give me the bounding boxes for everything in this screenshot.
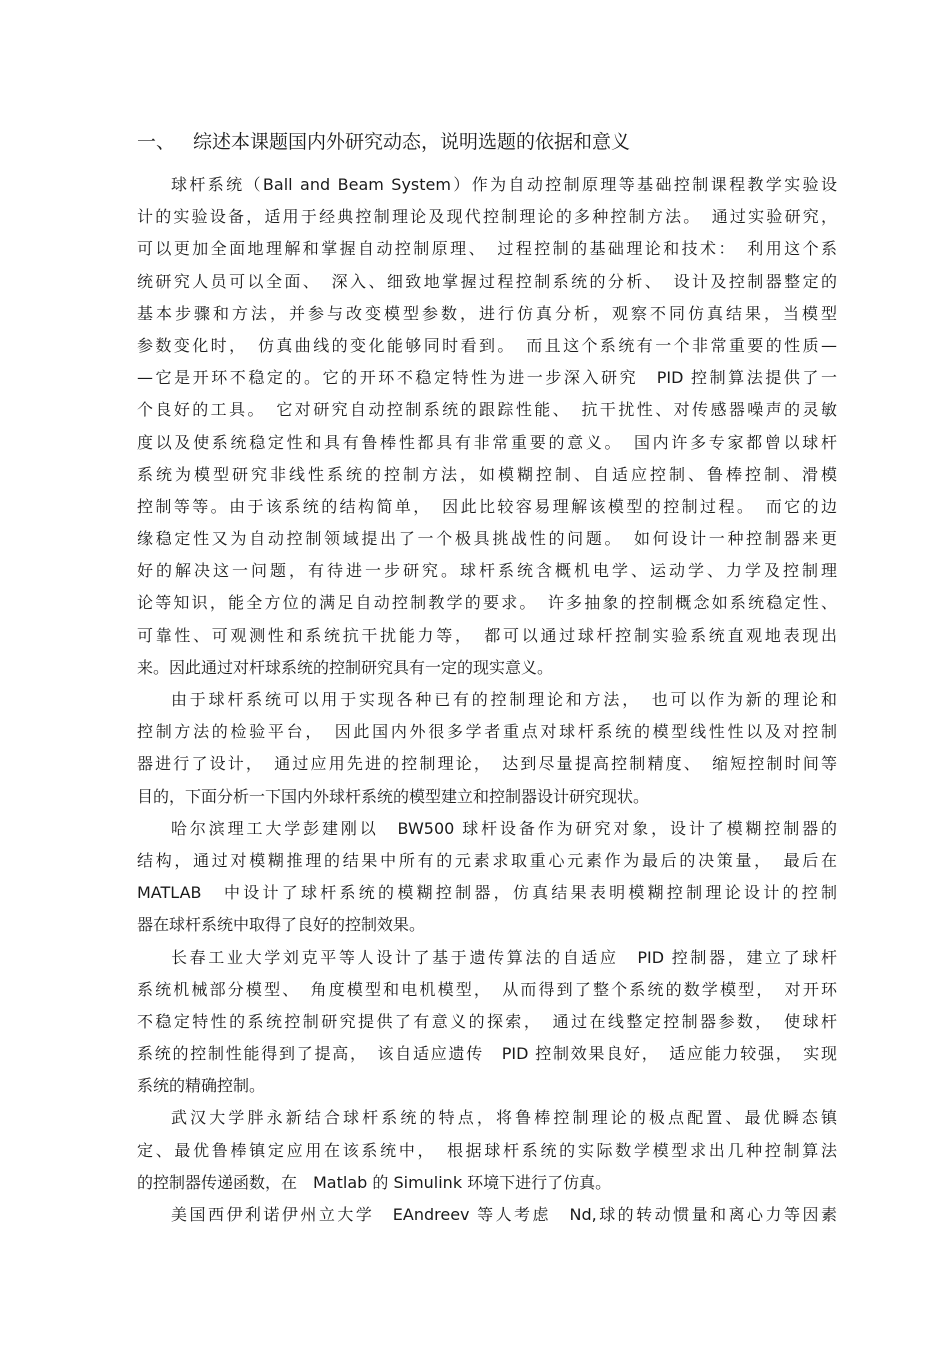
- text-line: —它是开环不稳定的。它的开环不稳定特性为进一步深入研究 PID 控制算法提供了一: [137, 368, 837, 388]
- section-title: 综述本课题国内外研究动态，说明选题的依据和意义: [193, 131, 631, 153]
- text-line: 系统机械部分模型、 角度模型和电机模型， 从而得到了整个系统的数学模型， 对开环: [137, 979, 837, 999]
- text-line: 的控制器传递函数，在 Matlab 的 Simulink 环境下进行了仿真。: [137, 1172, 612, 1192]
- text-line: 系统的控制性能得到了提高， 该自适应遗传 PID 控制效果良好， 适应能力较强， 实现: [137, 1044, 837, 1064]
- body-text: [137, 169, 837, 1231]
- text-line: 控制等等。由于该系统的结构简单， 因此比较容易理解该模型的控制过程。 而它的边: [137, 496, 837, 516]
- text-line: 目的，下面分析一下国内外球杆系统的模型建立和控制器设计研究现状。: [137, 786, 650, 806]
- text-line: 系统的精确控制。: [137, 1076, 266, 1096]
- text-line: 缘稳定性又为自动控制领域提出了一个极具挑战性的问题。 如何设计一种控制器来更: [137, 529, 837, 549]
- text-line: 哈尔滨理工大学彭建刚以 BW500 球杆设备作为研究对象，设计了模糊控制器的: [171, 818, 837, 838]
- text-line: 球杆系统（Ball and Beam System）作为自动控制原理等基础控制课程教学实验设: [171, 175, 837, 194]
- section-number: 一、: [137, 131, 176, 153]
- text-line: 美国西伊利诺伊州立大学 EAndreev 等人考虑 Nd,球的转动惯量和离心力等因素: [171, 1205, 837, 1224]
- text-line: 长春工业大学刘克平等人设计了基于遗传算法的自适应 PID 控制器，建立了球杆: [171, 947, 837, 967]
- text-line: 系统为模型研究非线性系统的控制方法，如模糊控制、自适应控制、鲁棒控制、滑模: [137, 464, 837, 484]
- text-line: 个良好的工具。 它对研究自动控制系统的跟踪性能、 抗干扰性、对传感器噪声的灵敏: [137, 400, 837, 420]
- text-line: 武汉大学胖永新结合球杆系统的特点，将鲁棒控制理论的极点配置、最优瞬态镇: [171, 1108, 837, 1128]
- text-line: 器进行了设计， 通过应用先进的控制理论， 达到尽量提高控制精度、 缩短控制时间等: [137, 754, 837, 774]
- text-line: 参数变化时， 仿真曲线的变化能够同时看到。 而且这个系统有一个非常重要的性质—: [137, 335, 837, 355]
- text-line: 可靠性、可观测性和系统抗干扰能力等， 都可以通过球杆控制实验系统直观地表现出: [137, 625, 837, 645]
- text-line: 由于球杆系统可以用于实现各种已有的控制理论和方法， 也可以作为新的理论和: [171, 690, 837, 709]
- section-heading: [137, 127, 837, 157]
- text-line: 可以更加全面地理解和掌握自动控制原理、 过程控制的基础理论和技术： 利用这个系: [137, 239, 837, 259]
- text-line: 来。因此通过对杆球系统的控制研究具有一定的现实意义。: [137, 657, 554, 677]
- text-line: 统研究人员可以全面、 深入、细致地掌握过程控制系统的分析、 设计及控制器整定的: [137, 271, 837, 291]
- text-line: 定、最优鲁棒镇定应用在该系统中， 根据球杆系统的实际数学模型求出几种控制算法: [137, 1140, 837, 1160]
- text-line: 控制方法的检验平台， 因此国内外很多学者重点对球杆系统的模型线性性以及对控制: [137, 722, 837, 742]
- text-line: 度以及使系统稳定性和具有鲁棒性都具有非常重要的意义。 国内许多专家都曾以球杆: [137, 432, 837, 452]
- text-line: 不稳定特性的系统控制研究提供了有意义的探索， 通过在线整定控制器参数， 使球杆: [137, 1011, 837, 1031]
- text-line: 基本步骤和方法，并参与改变模型参数，进行仿真分析，观察不同仿真结果，当模型: [137, 303, 837, 323]
- text-line: 器在球杆系统中取得了良好的控制效果。: [137, 915, 426, 935]
- text-line: 结构，通过对模糊推理的结果中所有的元素求取重心元素作为最后的决策量， 最后在: [137, 850, 837, 870]
- text-line: 好的解决这一问题，有待进一步研究。球杆系统含概机电学、运动学、力学及控制理: [137, 561, 837, 581]
- text-line: MATLAB 中设计了球杆系统的模糊控制器，仿真结果表明模糊控制理论设计的控制: [137, 883, 837, 903]
- text-line: 计的实验设备，适用于经典控制理论及现代控制理论的多种控制方法。 通过实验研究，: [137, 207, 837, 227]
- text-line: 论等知识，能全方位的满足自动控制教学的要求。 许多抽象的控制概念如系统稳定性、: [137, 593, 837, 613]
